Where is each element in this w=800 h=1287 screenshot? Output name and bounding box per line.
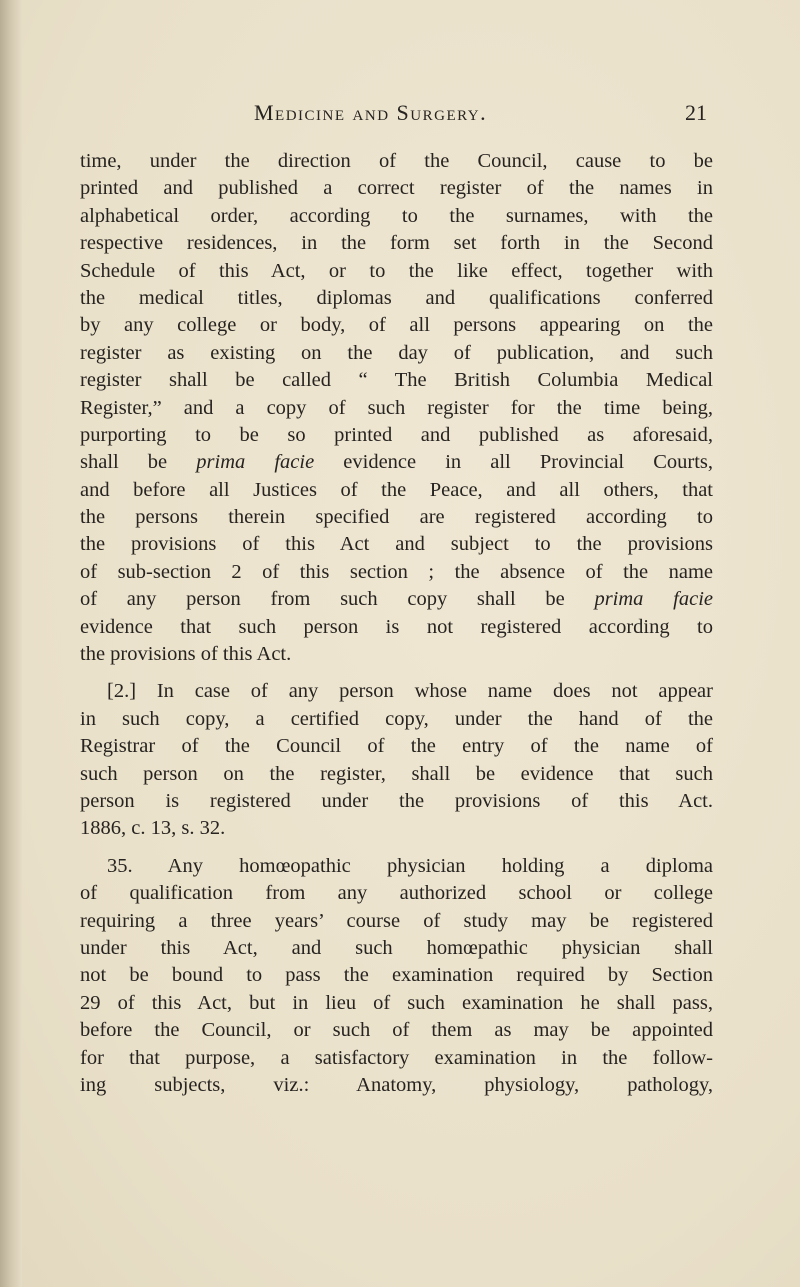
- body-text: [80, 148, 713, 1099]
- text-line: in such copy, a certified copy, under the hand of the: [80, 707, 713, 730]
- text-line: Schedule of this Act, or to the like effect, together with: [80, 259, 713, 282]
- text-line: not be bound to pass the examination required by Section: [80, 964, 713, 987]
- italic-phrase: prima facie: [196, 451, 315, 474]
- page-binding-edge: [0, 0, 22, 1287]
- text-line: alphabetical order, according to the surnames, with the: [80, 204, 713, 227]
- page-header: [0, 100, 800, 134]
- text-line: and before all Justices of the Peace, and all others, that: [80, 478, 713, 501]
- text-line: the provisions of this Act and subject to the provisions: [80, 533, 713, 556]
- text-line: register as existing on the day of publication, and such: [80, 341, 713, 364]
- text-line: [2.] In case of any person whose name does not appear: [107, 680, 713, 703]
- text-line: evidence that such person is not registered according to: [80, 615, 713, 638]
- text-line: respective residences, in the form set forth in the Second: [80, 232, 713, 255]
- text-line: 29 of this Act, but in lieu of such examination he shall pass,: [80, 991, 713, 1014]
- text-line: the provisions of this Act.: [80, 643, 292, 666]
- text-line: the persons therein specified are registered according to: [80, 506, 713, 529]
- text-line: person is registered under the provisions of this Act.: [80, 789, 713, 812]
- text-fragment: of any person from such copy shall be: [80, 588, 595, 611]
- paragraph-2: [80, 678, 713, 842]
- paragraph-section-35: [80, 853, 713, 1100]
- text-line: register shall be called “ The British Columbia Medical: [80, 369, 713, 392]
- paragraph-1: [80, 148, 713, 668]
- text-line: for that purpose, a satisfactory examination in the follow-: [80, 1046, 713, 1069]
- text-fragment: evidence in all Provincial Courts,: [314, 451, 713, 474]
- text-line: the medical titles, diplomas and qualifications conferred: [80, 286, 713, 309]
- text-line: requiring a three years’ course of study may be registered: [80, 909, 713, 932]
- text-line: before the Council, or such of them as may be appointed: [80, 1019, 713, 1042]
- text-line: under this Act, and such homœpathic physician shall: [80, 936, 713, 959]
- running-title: Medicine and Surgery.: [254, 100, 488, 125]
- italic-phrase: prima facie: [594, 588, 713, 611]
- text-line: purporting to be so printed and published as aforesaid,: [80, 423, 713, 446]
- text-line: printed and published a correct register of the names in: [80, 177, 713, 200]
- text-line: [80, 586, 713, 613]
- text-fragment: shall be: [80, 451, 197, 474]
- page-number: 21: [685, 100, 707, 125]
- text-line: time, under the direction of the Council, cause to be: [80, 150, 713, 172]
- text-line: by any college or body, of all persons appearing on the: [80, 314, 713, 337]
- text-line: [80, 449, 713, 476]
- text-line: of sub-section 2 of this section ; the absence of the name: [80, 560, 713, 583]
- text-line: Register,” and a copy of such register for the time being,: [80, 396, 713, 419]
- text-line: ing subjects, viz.: Anatomy, physiology, pathology,: [80, 1073, 713, 1096]
- text-line: Registrar of the Council of the entry of the name of: [80, 735, 713, 758]
- text-line: 1886, c. 13, s. 32.: [80, 817, 226, 840]
- text-line: such person on the register, shall be evidence that such: [80, 762, 713, 785]
- text-line: of qualification from any authorized school or college: [80, 882, 713, 905]
- text-line: 35. Any homœopathic physician holding a diploma: [107, 854, 713, 877]
